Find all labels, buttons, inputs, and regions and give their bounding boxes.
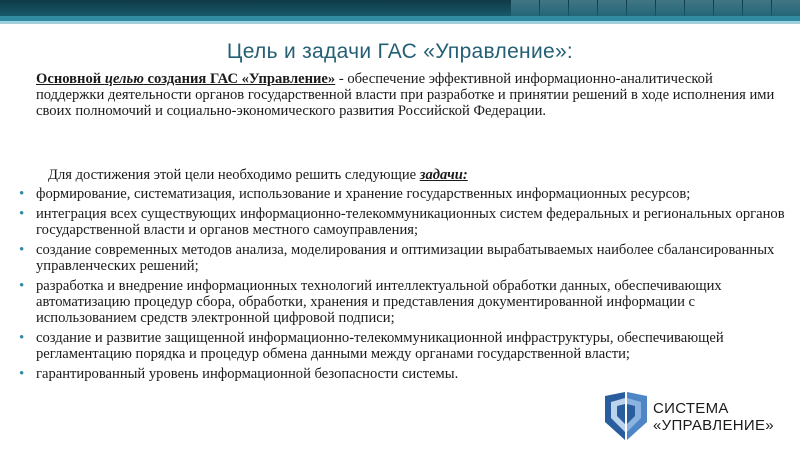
bullet-dot-icon: • [19, 278, 25, 294]
task-text: создание и развитие защищенной информационно-телекоммуникационной инфраструктуры, обеспечивающей регламентацию порядка и процедур обмена данными между органами государственной власти; [36, 330, 724, 362]
slide-title: Цель и задачи ГАС «Управление»: [226, 40, 574, 63]
top-bar-tiles [510, 0, 800, 16]
intro-rest: - обеспечение эффективной информационно-аналитической поддержки деятельности органов государственной власти при разработке и принятии решений в ходе исполнения ими своих полномочий и социально-экономического развития Российской Федерации. [36, 71, 775, 119]
bullet-dot-icon: • [19, 206, 25, 222]
list-item [16, 330, 786, 362]
list-item [16, 206, 786, 238]
intro-goal-word: целью [104, 71, 144, 87]
system-logo [603, 392, 793, 444]
task-text: гарантированный уровень информационной безопасности системы. [36, 366, 459, 382]
bullet-dot-icon: • [19, 330, 25, 346]
tasks-list [16, 186, 786, 386]
shield-v-logo-icon [603, 392, 649, 444]
bullet-dot-icon: • [19, 186, 25, 202]
accent-stripe-light [0, 21, 800, 24]
bullet-dot-icon: • [19, 366, 25, 382]
task-text: формирование, систематизация, использование и хранение государственных информационных ресурсов; [36, 186, 691, 202]
task-text: создание современных методов анализа, моделирования и оптимизации вырабатываемых наиболее сбалансированных управленческих решений; [36, 242, 775, 274]
logo-text [653, 400, 774, 434]
tasks-word: задачи: [419, 167, 468, 183]
intro-prefix: Основной [36, 71, 105, 87]
tasks-lead-text: Для достижения этой цели необходимо решить следующие [48, 167, 420, 183]
task-text: разработка и внедрение информационных технологий интеллектуальной обработки данных, обеспечивающих автоматизацию процедур сбора, обработки, хранения и представления документированной информации с использованием средств электронной цифровой подписи; [36, 278, 722, 326]
intro-paragraph [36, 71, 781, 119]
logo-line-1: СИСТЕМА [653, 400, 729, 417]
logo-line-2: «УПРАВЛЕНИЕ» [653, 417, 774, 434]
bullet-dot-icon: • [19, 242, 25, 258]
task-text: интеграция всех существующих информационно-телекоммуникационных систем федеральных и региональных органов государственной власти и органов местного самоуправления; [36, 206, 785, 238]
list-item [16, 242, 786, 274]
list-item [16, 366, 786, 382]
list-item [16, 186, 786, 202]
intro-subject: создания ГАС «Управление» [143, 71, 336, 87]
top-decorative-bar [0, 0, 800, 16]
list-item [16, 278, 786, 326]
tasks-lead [48, 167, 768, 183]
